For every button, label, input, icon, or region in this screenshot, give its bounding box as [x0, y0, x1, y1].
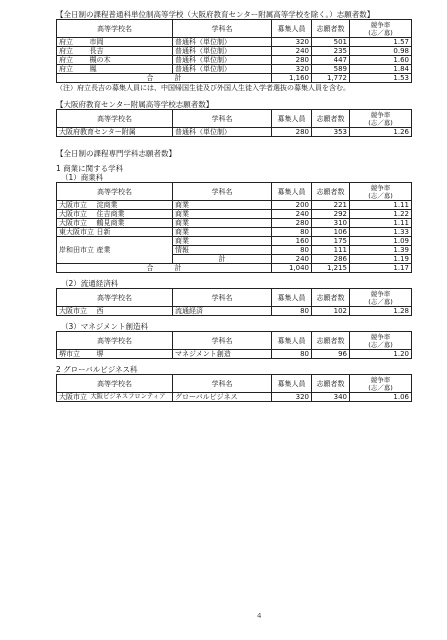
header-applicants: 志願者数: [312, 20, 350, 38]
header-capacity: 募集人員: [272, 375, 312, 393]
header-school: 高等学校名: [57, 375, 173, 393]
document-page: [56, 10, 411, 402]
table-row: 大阪市立 西 流通経済 80 102 1.28: [57, 307, 412, 316]
header-capacity: 募集人員: [272, 110, 312, 128]
table-row: 堺市立 堺 マネジメント創造 80 96 1.20: [57, 350, 412, 359]
table-row: 大阪市立 淀商業 商業 200 221 1.11: [57, 201, 412, 210]
header-school: 高等学校名: [57, 110, 173, 128]
table-row: 岸和田市立 産業 商業 160 175 1.09: [57, 237, 412, 246]
section1-title: 【全日制の課程普通科単位制高等学校（大阪府教育センター附属高等学校を除く。）志願者数】: [56, 10, 375, 19]
header-applicants: 志願者数: [312, 183, 350, 201]
table-row: 大阪市立 大阪ビジネスフロンティア グローバルビジネス 320 340 1.06: [57, 393, 412, 402]
sub1-title: （1）商業科: [61, 173, 104, 182]
header-capacity: 募集人員: [272, 332, 312, 350]
section2-table: [56, 109, 412, 137]
ryutsu-table: [56, 288, 412, 316]
sub2-title: （2）流通経済科: [61, 279, 119, 288]
header-ratio: 競争率 (志／募): [350, 20, 412, 38]
header-school: 高等学校名: [57, 20, 173, 38]
header-capacity: 募集人員: [272, 289, 312, 307]
header-applicants: 志願者数: [312, 110, 350, 128]
header-school: 高等学校名: [57, 289, 173, 307]
header-ratio: 競争率 (志／募): [350, 375, 412, 393]
sub3-title: （3）マネジメント創造科: [61, 322, 149, 331]
header-capacity: 募集人員: [272, 20, 312, 38]
kishiwada-type: 岸和田市立: [57, 237, 95, 264]
table-row: 府立 鳳 普通科（単位制） 320 589 1.84: [57, 65, 412, 74]
header-ratio: 競争率 (志／募): [350, 183, 412, 201]
header-school: 高等学校名: [57, 332, 173, 350]
header-dept: 学科名: [173, 183, 272, 201]
header-ratio: 競争率 (志／募): [350, 332, 412, 350]
header-dept: 学科名: [173, 375, 272, 393]
header-applicants: 志願者数: [312, 375, 350, 393]
page-number: 4: [257, 612, 262, 620]
subtotal-row: 計 240 286 1.19: [57, 255, 412, 264]
section2-title: 【大阪府教育センター附属高等学校志願者数】: [56, 100, 214, 109]
total-row: 合 計 1,160 1,772 1.53: [57, 74, 412, 83]
header-applicants: 志願者数: [312, 289, 350, 307]
section1-note: （注）府立長吉の募集人員には、中国帰国生徒及び外国人生徒入学者選抜の募集人員を含む。: [56, 84, 350, 92]
header-applicants: 志願者数: [312, 332, 350, 350]
global-table: [56, 374, 412, 402]
header-ratio: 競争率 (志／募): [350, 289, 412, 307]
header-dept: 学科名: [173, 289, 272, 307]
section1-table: [56, 19, 412, 83]
group2-title: 2 グローバルビジネス科: [56, 365, 138, 374]
table-row: 東大阪市立 日新 商業 80 106 1.33: [57, 228, 412, 237]
table-row: 大阪市立 鶴見商業 商業 280 310 1.11: [57, 219, 412, 228]
table-row: 府立 市岡 普通科（単位制） 320 501 1.57: [57, 38, 412, 47]
kishiwada-name: 産業: [95, 237, 173, 264]
header-capacity: 募集人員: [272, 183, 312, 201]
header-dept: 学科名: [173, 20, 272, 38]
table-row: 府立 槻の木 普通科（単位制） 280 447 1.60: [57, 56, 412, 65]
management-table: [56, 331, 412, 359]
table-row: 大阪府教育センター附属 普通科（単位制） 280 353 1.26: [57, 128, 412, 137]
table-row: 大阪市立 住吉商業 商業 240 292 1.22: [57, 210, 412, 219]
section3-title: 【全日制の課程専門学科志願者数】: [56, 149, 176, 158]
group1-title: 1 商業に関する学科: [56, 164, 124, 173]
header-dept: 学科名: [173, 110, 272, 128]
table-row: 府立 長吉 普通科（単位制） 240 235 0.98: [57, 47, 412, 56]
header-dept: 学科名: [173, 332, 272, 350]
total-row: 合 計 1,040 1,215 1.17: [57, 264, 412, 273]
table-row: 情報 80 111 1.39: [57, 246, 412, 255]
header-school: 高等学校名: [57, 183, 173, 201]
commerce-table: [56, 182, 412, 273]
header-ratio: 競争率 (志／募): [350, 110, 412, 128]
